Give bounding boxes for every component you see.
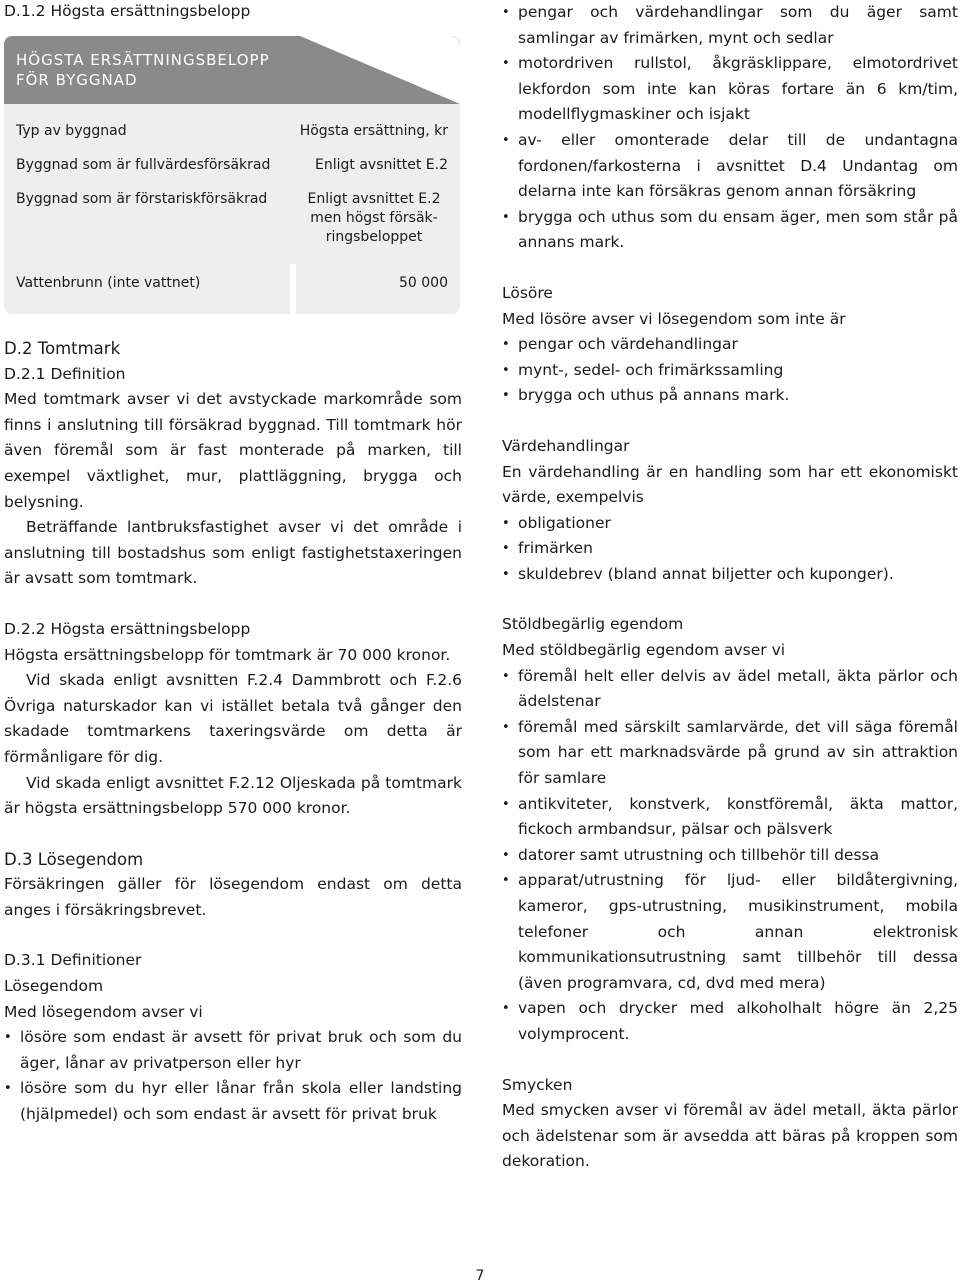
list-item: • lösöre som endast är avsett för privat bruk och som du äger, lånar av privatperson eller hyr [4,1025,462,1076]
row2-amount-line3: ringsbeloppet [325,229,423,245]
col-header-amount: Högsta ersättning, kr [299,123,448,139]
col-header-type: Typ av byggnad [16,123,127,139]
list-item: • pengar och värdehandlingar som du äger samt samlingar av frimärken, mynt och sedlar [502,0,958,51]
list-item: • antikviteter, konstverk, konstföremål, äkta mattor, fickoch armbandsur, pälsar och pälsverk [502,792,958,843]
page-number: 7 [475,1268,485,1284]
table-header-title-line1: HÖGSTA ERSÄTTNINGSBELOPP [16,51,270,69]
table-row [16,190,448,264]
list-item: • motordriven rullstol, åkgräsklippare, elmotordrivet lekfordon som inte kan köras fortare än 6 km/tim, modellflygmaskiner och isjakt [502,51,958,128]
row3-amount: 50 000 [296,264,460,314]
paragraph-d22-3: Vid skada enligt avsnittet F.2.12 Oljeskada på tomtmark är högsta ersättningsbelopp 570 000 kronor. [4,773,462,818]
heading-d22: D.2.2 Högsta ersättningsbelopp [4,619,251,638]
losegendom-intro: Med lösegendom avser vi [4,1002,203,1021]
header-corner-cut [300,36,460,104]
heading-d31: D.3.1 Definitioner [4,951,142,970]
list-item: • vapen och drycker med alkoholhalt högre än 2,25 volymprocent. [502,996,958,1047]
list-item: • obligationer [502,511,958,537]
table-header-band [4,36,460,104]
right-column [502,0,958,1175]
paragraph-d21-2: Beträffande lantbruksfastighet avser vi det område i anslutning till bostadshus som enligt fastighetstaxeringen är avsatt som tomtmark. [4,518,462,588]
heading-d21: D.2.1 Definition [4,364,126,383]
list-item: • lösöre som du hyr eller lånar från skola eller landsting (hjälpmedel) och som endast är avsett för privat bruk [4,1076,462,1127]
losore-intro: Med lösöre avser vi lösegendom som inte är [502,309,846,328]
heading-d2: D.2 Tomtmark [4,339,121,358]
row2-amount-line2: men högst försäk- [310,210,438,226]
heading-d3: D.3 Lösegendom [4,849,144,869]
left-column [4,0,462,1128]
list-item: • mynt-, sedel- och frimärkssamling [502,358,958,384]
list-item: • datorer samt utrustning och tillbehör till dessa [502,843,958,869]
list-item: • apparat/utrustning för ljud- eller bildåtergivning, kameror, gps-utrustning, musikinstrument, mobila telefoner och annan elektronisk kommunikationsutrustning samt tillbehör till dessa (även programvara, cd, dvd med mera) [502,868,958,996]
row2-amount [300,190,448,247]
paragraph-d3-1: Försäkringen gäller för lösegendom endast om detta anges i försäkringsbrevet. [4,875,462,919]
losegendom-list [4,1025,462,1127]
list-item: • frimärken [502,536,958,562]
continued-list [502,0,958,256]
list-item: • föremål med särskilt samlarvärde, det vill säga föremål som har ett marknadsvärde på grund av sin attraktion för samlare [502,715,958,792]
row3-type: Vattenbrunn (inte vattnet) [4,264,290,314]
compensation-table [4,36,460,314]
row2-type: Byggnad som är förstariskförsäkrad [16,191,268,207]
list-item: • föremål helt eller delvis av ädel metall, äkta pärlor och ädelstenar [502,664,958,715]
paragraph-d22-1: Högsta ersättningsbelopp för tomtmark är 70 000 kronor. [4,645,451,664]
vardehandlingar-intro: En värdehandling är en handling som har ett ekonomiskt värde, exempelvis [502,462,958,507]
subheading-losore: Lösöre [502,283,553,302]
subheading-vardehandlingar: Värdehandlingar [502,436,630,455]
table-header-title-line2: FÖR BYGGNAD [16,71,138,89]
row2-amount-line1: Enligt avsnittet E.2 [307,191,441,207]
table-body [4,104,460,264]
paragraph-d22-2: Vid skada enligt avsnitten F.2.4 Dammbrott och F.2.6 Övriga naturskador kan vi istället betala två gånger den skadade tomtmarkens taxeringsvärde om detta är förmånligare för dig. [4,671,462,766]
list-item: • pengar och värdehandlingar [502,332,958,358]
row1-type: Byggnad som är fullvärdesförsäkrad [16,157,271,173]
list-item: • brygga och uthus på annans mark. [502,383,958,409]
stoldbegarlig-intro: Med stöldbegärlig egendom avser vi [502,641,786,660]
subheading-stoldbegarlig: Stöldbegärlig egendom [502,615,684,634]
table-header-title [16,50,316,90]
vardehandlingar-list [502,511,958,588]
smycken-paragraph: Med smycken avser vi föremål av ädel metall, äkta pärlor och ädelstenar som är avsedda att bäras på kroppen som dekoration. [502,1101,958,1171]
table-column-headers [16,104,448,156]
list-item: • brygga och uthus som du ensam äger, men som står på annans mark. [502,205,958,256]
table-row [16,156,448,190]
row1-amount: Enligt avsnittet E.2 [315,157,448,173]
subheading-losegendom: Lösegendom [4,977,104,996]
list-item: • av- eller omonterade delar till de undantagna fordonen/farkosterna i avsnittet D.4 Undantag om delarna inte kan försäkras genom annan försäkring [502,128,958,205]
subheading-smycken: Smycken [502,1075,573,1094]
list-item: • skuldebrev (bland annat biljetter och kuponger). [502,562,958,588]
losore-list [502,332,958,409]
paragraph-d21-1: Med tomtmark avser vi det avstyckade markområde som finns i anslutning till försäkrad byggnad. Till tomtmark hör även föremål som är fast monterade på marken, till exempel växtlighet, mur, plattläggning, brygga och belysning. [4,390,462,511]
table-row [4,264,460,314]
section-title-d12: D.1.2 Högsta ersättningsbelopp [4,2,251,20]
stoldbegarlig-list [502,664,958,1048]
